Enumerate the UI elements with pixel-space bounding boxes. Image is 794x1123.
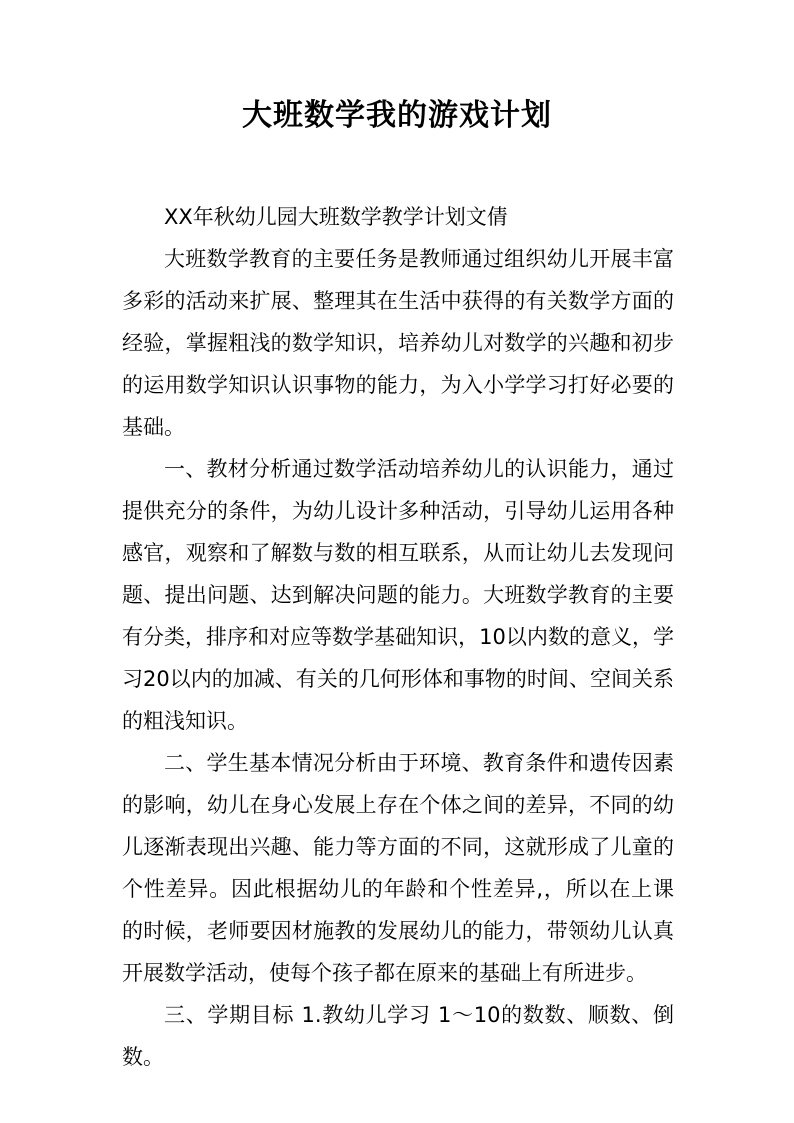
paragraph-section-2: 二、学生基本情况分析由于环境、教育条件和遗传因素的影响，幼儿在身心发展上存在个体之间的差异，不同的幼儿逐渐表现出兴趣、能力等方面的不同，这就形成了儿童的个性差异。因此根据幼儿的年龄和个性差异,，所以在上课的时候，老师要因材施教的发展幼儿的能力，带领幼儿认真开展数学活动，使每个孩子都在原来的基础上有所进步。	[122, 751, 674, 985]
document-subtitle: XX年秋幼儿园大班数学教学计划文倩	[164, 205, 508, 229]
document-body	[122, 196, 674, 1078]
paragraph-section-3: 三、学期目标 1.教幼儿学习 1～10的数数、顺数、倒数。	[122, 1003, 674, 1069]
document-title: 大班数学我的游戏计划	[242, 98, 552, 133]
paragraph-intro: 大班数学教育的主要任务是教师通过组织幼儿开展丰富多彩的活动来扩展、整理其在生活中获得的有关数学方面的经验，掌握粗浅的数学知识，培养幼儿对数学的兴趣和初步的运用数学知识认识事物的能力，为入小学学习打好必要的基础。	[122, 247, 674, 439]
paragraph-section-1: 一、教材分析通过数学活动培养幼儿的认识能力，通过提供充分的条件，为幼儿设计多种活动，引导幼儿运用各种感官，观察和了解数与数的相互联系，从而让幼儿去发现问题、提出问题、达到解决问题的能力。大班数学教育的主要有分类，排序和对应等数学基础知识，10以内数的意义，学习20以内的加减、有关的几何形体和事物的时间、空间关系的粗浅知识。	[122, 457, 674, 733]
